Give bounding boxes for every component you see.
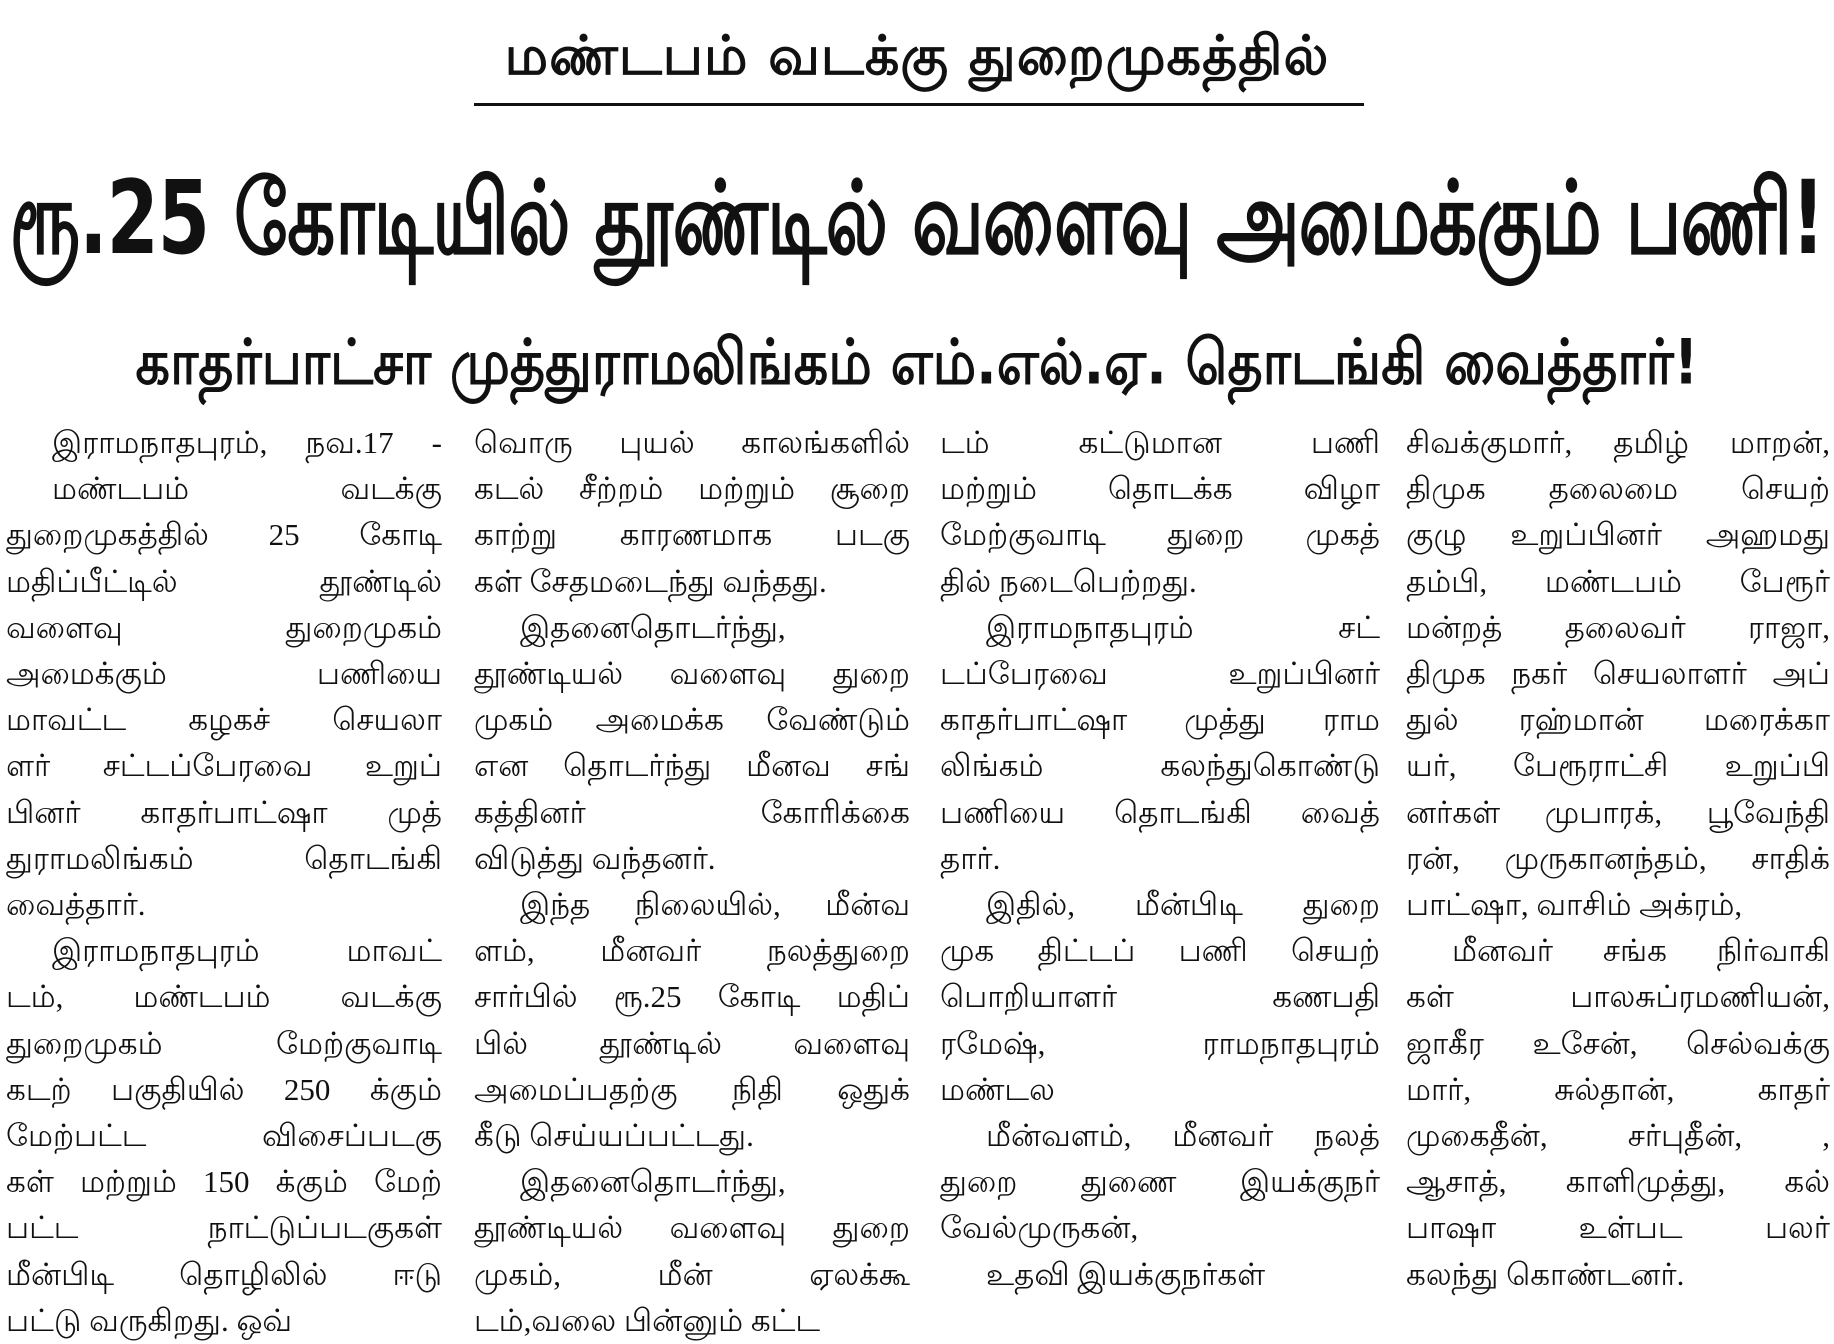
article-line: தில் நடைபெற்றது. [940, 563, 1197, 599]
article-column-2 [474, 420, 910, 1338]
article-line: யர், பேரூராட்சி உறுப்பி [1406, 748, 1830, 784]
article-line: முக திட்டப் பணி செயற் [940, 933, 1380, 969]
article-line: காதர்பாட்ஷா முத்து ராம [940, 702, 1380, 738]
article-line: டம், மண்டபம் வடக்கு [6, 979, 442, 1015]
article-line: லிங்கம் கலந்துகொண்டு [940, 748, 1380, 784]
article-line: துல் ரஹ்மான் மரைக்கா [1406, 702, 1830, 738]
article-line: துறை துணை இயக்குநர் [940, 1164, 1380, 1200]
article-line: துறைமுகம் மேற்குவாடி [6, 1025, 442, 1061]
article-line: பில் தூண்டில் வளைவு [474, 1025, 910, 1061]
article-line: பாஷா உள்பட பலர் [1406, 1210, 1830, 1246]
article-line: கீடு செய்யப்பட்டது. [474, 1118, 754, 1154]
article-line: ஜாகீர உசேன், செல்வக்கு [1406, 1025, 1830, 1061]
kicker-headline: மண்டபம் வடக்கு துறைமுகத்தில் [504, 24, 1330, 87]
article-line: முகம், மீன் ஏலக்கூ [474, 1256, 910, 1292]
article-line: இந்த நிலையில், மீன்வ [520, 887, 910, 923]
article-line: துறைமுகத்தில் 25 கோடி [6, 517, 442, 553]
article-line: மீனவர் சங்க நிர்வாகி [1452, 933, 1830, 969]
article-line: மேற்பட்ட விசைப்படகு [6, 1118, 442, 1154]
article-line: கள் பாலசுப்ரமணியன், [1406, 979, 1830, 1015]
article-line: மண்டபம் வடக்கு [52, 471, 442, 507]
article-line: சிவக்குமார், தமிழ் மாறன், [1406, 425, 1830, 460]
article-line: மதிப்பீட்டில் தூண்டில் [6, 563, 442, 599]
article-line: ளம், மீனவர் நலத்துறை [474, 933, 910, 969]
article-line: மேற்குவாடி துறை முகத் [940, 517, 1380, 553]
article-line: கலந்து கொண்டனர். [1406, 1256, 1685, 1292]
article-line: விடுத்து வந்தனர். [474, 840, 716, 876]
article-line: முகம் அமைக்க வேண்டும் [474, 702, 910, 738]
article-line: இராமநாதபுரம் சட் [986, 609, 1380, 645]
article-line: ரன், முருகானந்தம், சாதிக் [1406, 840, 1830, 876]
article-line: உதவி இயக்குநர்கள் [986, 1256, 1266, 1292]
article-line: மீன்பிடி தொழிலில் ஈடு [6, 1256, 442, 1292]
article-line: கள் சேதமடைந்து வந்தது. [474, 563, 827, 599]
article-line: டப்பேரவை உறுப்பினர் [940, 656, 1380, 692]
article-line: பொறியாளர் கணபதி [940, 979, 1380, 1015]
article-line: மார், சுல்தான், காதர் [1406, 1071, 1830, 1107]
article-line: னர்கள் முபாரக், பூவேந்தி [1406, 794, 1830, 830]
article-line: சார்பில் ரூ.25 கோடி மதிப் [474, 979, 910, 1015]
article-line: வளைவு துறைமுகம் [6, 609, 442, 645]
article-line: இதனைதொடர்ந்து, [520, 1164, 786, 1200]
article-line: குழு உறுப்பினர் அஹமது [1406, 517, 1830, 553]
article-line: வொரு புயல் காலங்களில் [474, 425, 910, 460]
article-line: திமுக நகர் செயலாளர் அப் [1406, 656, 1830, 692]
article-line: டம் கட்டுமான பணி [940, 425, 1380, 460]
article-line: ஆசாத், காளிமுத்து, கல் [1406, 1164, 1830, 1200]
article-line: கடல் சீற்றம் மற்றும் சூறை [474, 471, 910, 507]
article-line: இராமநாதபுரம், நவ.17 - [52, 425, 442, 460]
article-line: வேல்முருகன், [940, 1210, 1139, 1246]
article-line: ளர் சட்டப்பேரவை உறுப் [6, 748, 442, 784]
article-line: திமுக தலைமை செயற் [1406, 471, 1830, 507]
article-line: தார். [940, 840, 1001, 876]
article-line: பட்டு வருகிறது. ஒவ் [6, 1302, 293, 1338]
article-line: பாட்ஷா, வாசிம் அக்ரம், [1406, 887, 1743, 923]
article-line: தம்பி, மண்டபம் பேரூர் [1406, 563, 1830, 599]
article-column-3 [940, 420, 1380, 1292]
article-line: இதில், மீன்பிடி துறை [986, 887, 1380, 923]
article-line: இராமநாதபுரம் மாவட் [52, 933, 442, 969]
article-line: மண்டல [940, 1071, 1055, 1107]
article-line: வைத்தார். [6, 887, 146, 923]
article-line: தூண்டியல் வளைவு துறை [474, 656, 910, 692]
article-line: பட்ட நாட்டுப்படகுகள் [6, 1210, 442, 1246]
article-line: மாவட்ட கழகச் செயலா [6, 702, 442, 738]
article-column-4 [1406, 420, 1830, 1292]
article-line: பணியை தொடங்கி வைத் [940, 794, 1380, 830]
main-headline: ரூ.25 கோடியில் தூண்டில் வளைவு அமைக்கும் பணி! [9, 158, 1825, 278]
article-line: அமைப்பதற்கு நிதி ஒதுக் [474, 1071, 910, 1107]
article-line: மற்றும் தொடக்க விழா [940, 471, 1380, 507]
article-column-1 [6, 420, 442, 1338]
subheadline: காதர்பாட்சா முத்துராமலிங்கம் எம்.எல்.ஏ. தொடங்கி வைத்தார்! [135, 326, 1699, 399]
article-line: இதனைதொடர்ந்து, [520, 609, 786, 645]
article-line: பினர் காதர்பாட்ஷா முத் [6, 794, 442, 830]
article-body [0, 420, 1834, 1338]
article-line: கத்தினர் கோரிக்கை [474, 794, 910, 830]
article-line: கடற் பகுதியில் 250 க்கும் [6, 1071, 442, 1107]
article-line: கள் மற்றும் 150 க்கும் மேற் [6, 1164, 442, 1200]
article-line: தூண்டியல் வளைவு துறை [474, 1210, 910, 1246]
article-line: அமைக்கும் பணியை [6, 656, 442, 692]
article-line: காற்று காரணமாக படகு [474, 517, 910, 553]
article-line: ரமேஷ், ராமநாதபுரம் [940, 1025, 1380, 1061]
article-line: டம்,வலை பின்னும் கட்ட [474, 1302, 821, 1338]
article-line: மன்றத் தலைவர் ராஜா, [1406, 609, 1830, 645]
article-line: என தொடர்ந்து மீனவ சங் [474, 748, 910, 784]
article-line: முகைதீன், சர்புதீன், , [1406, 1118, 1830, 1154]
article-line: துராமலிங்கம் தொடங்கி [6, 840, 442, 876]
article-line: மீன்வளம், மீனவர் நலத் [986, 1118, 1380, 1154]
